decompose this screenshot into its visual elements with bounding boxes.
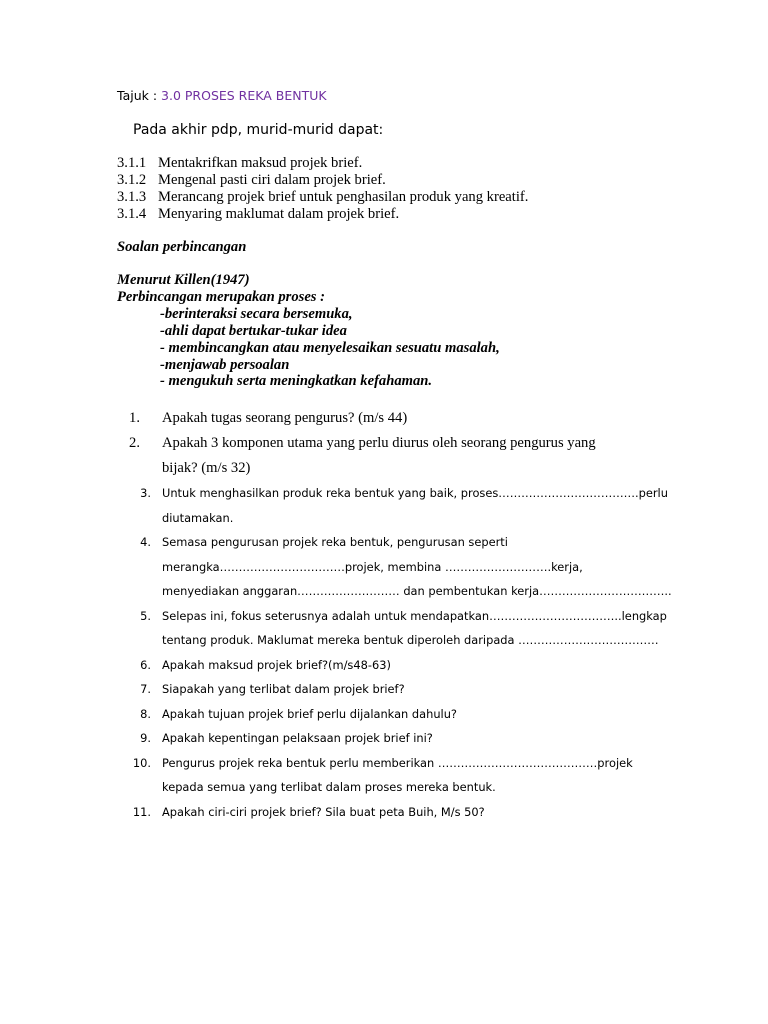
question-number: 5. [140,608,151,623]
question-number: 11. [132,804,151,819]
question-number: 9. [140,731,151,745]
question-text: merangka……………………………projek, membina ……………………….kerja, [162,559,583,574]
question-text: Semasa pengurusan projek reka bentuk, pengurusan seperti [162,535,508,549]
learning-outcomes-heading: Pada akhir pdp, murid-murid dapat: [133,122,384,138]
question-text: diutamakan. [162,510,234,525]
question-item [117,653,677,678]
killen-citation: Menurut Killen(1947) [117,272,250,288]
topic-title: 3.0 PROSES REKA BENTUK [161,88,327,103]
question-text: Apakah maksud projek brief?(m/s48-63) [162,657,391,672]
question-item [117,481,677,530]
killen-point: -ahli dapat bertukar-tukar idea [160,322,347,339]
question-number: 3. [140,486,151,500]
objective-text: Mentakrifkan maksud projek brief. [158,155,363,171]
objective-item [117,172,528,189]
question-number: 7. [140,682,151,696]
question-text: tentang produk. Maklumat mereka bentuk diperoleh daripada ………………………………. [162,633,659,647]
objective-text: Menyaring maklumat dalam projek brief. [158,206,400,222]
objective-text: Mengenal pasti ciri dalam projek brief. [158,172,386,188]
questions-list [117,406,677,824]
question-item [117,751,677,800]
question-text: Apakah tujuan projek brief perlu dijalankan dahulu? [162,706,457,721]
killen-definition [117,272,500,390]
objective-text: Merancang projek brief untuk penghasilan produk yang kreatif. [158,189,529,205]
killen-point: -berinteraksi secara bersemuka, [160,305,353,322]
question-number: 4. [140,535,151,549]
objective-number: 3.1.2 [117,172,147,188]
discussion-heading: Soalan perbincangan [117,239,247,255]
question-number: 2. [129,435,140,451]
objective-number: 3.1.3 [117,189,147,205]
question-item [117,604,677,653]
question-text: Apakah ciri-ciri projek brief? Sila buat peta Buih, M/s 50? [162,804,485,819]
question-number: 10. [132,755,151,770]
question-number: 6. [140,657,151,672]
question-item [117,530,677,604]
question-text: Selepas ini, fokus seterusnya adalah untuk mendapatkan……………………………..lengkap [162,608,667,623]
killen-point: - mengukuh serta meningkatkan kefahaman. [160,373,433,390]
objective-item [117,189,528,206]
question-text: Apakah tugas seorang pengurus? (m/s 44) [162,410,408,426]
question-text: Untuk menghasilkan produk reka bentuk yang baik, proses……………………………….perlu [162,486,668,500]
question-item [117,677,677,702]
question-item [117,406,677,431]
killen-point: -menjawab persoalan [160,356,290,373]
killen-intro: Perbincangan merupakan proses : [117,288,325,305]
question-text: Pengurus projek reka bentuk perlu memberikan ……………………………………projek [162,755,633,770]
question-text: menyediakan anggaran……………………… dan pembentukan kerja…………………………….. [162,584,672,598]
question-item [117,702,677,727]
objective-number: 3.1.1 [117,155,147,171]
question-number: 1. [129,410,140,426]
question-text: Apakah kepentingan pelaksaan projek brief ini? [162,731,433,745]
question-item [117,800,677,825]
topic-label: Tajuk : [117,88,162,103]
question-text: Apakah 3 komponen utama yang perlu diurus oleh seorang pengurus yang [162,435,596,451]
question-text: bijak? (m/s 32) [162,460,251,476]
killen-point: - membincangkan atau menyelesaikan sesuatu masalah, [160,339,500,356]
topic-heading [117,88,327,103]
question-item [117,726,677,751]
objectives-list [117,155,528,223]
question-item [117,431,677,481]
objective-item [117,206,528,223]
objective-number: 3.1.4 [117,206,147,222]
question-text: Siapakah yang terlibat dalam projek brief? [162,682,405,696]
objective-item [117,155,528,172]
question-number: 8. [140,706,151,721]
question-text: kepada semua yang terlibat dalam proses mereka bentuk. [162,780,496,794]
